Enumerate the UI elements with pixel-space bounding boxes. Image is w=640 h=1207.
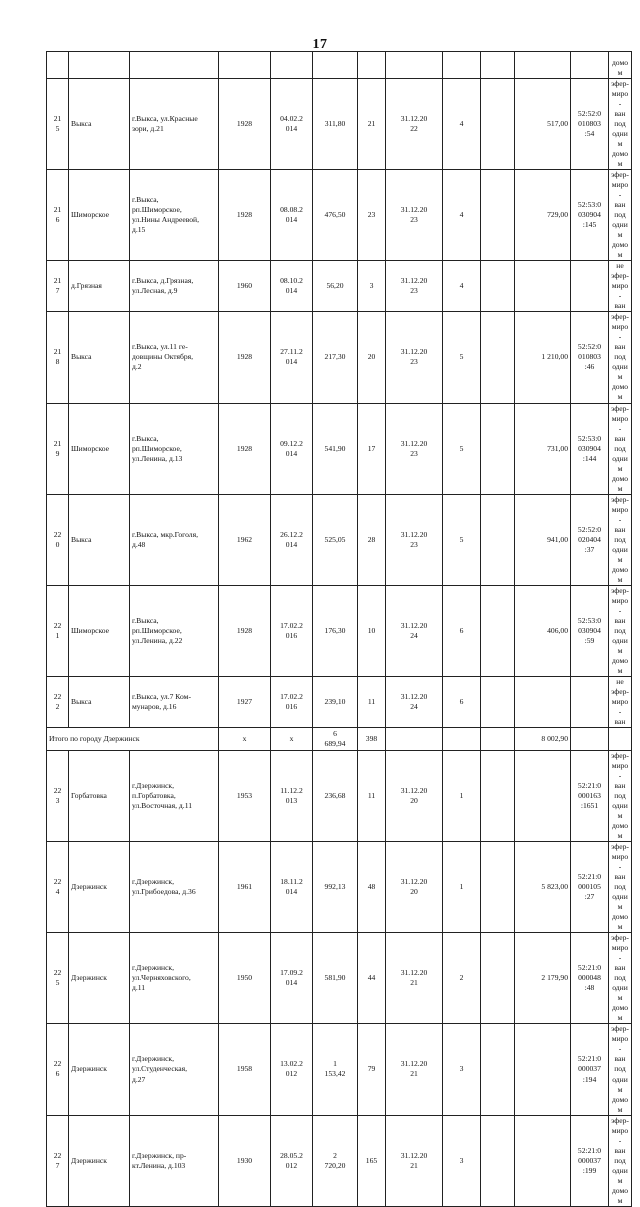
total-residents-cell: 398 — [358, 728, 386, 751]
table-row — [47, 170, 632, 261]
address-cell: г.Выкса, д.Грязная, ул.Лесная, д.9 — [130, 261, 219, 312]
resettlement-deadline-cell: 31.12.20 21 — [386, 933, 443, 1024]
cost-cell — [515, 751, 571, 842]
status-cell: эфер- миро- ван под одним домом — [609, 79, 632, 170]
row-number-cell: 22 3 — [47, 751, 69, 842]
residents-cell: 165 — [358, 1115, 386, 1206]
area-cell: 541,90 — [313, 403, 358, 494]
address-cell: г.Выкса, рп.Шиморское, ул.Ленина, д.13 — [130, 403, 219, 494]
table-row — [47, 403, 632, 494]
build-year-cell: 1950 — [219, 933, 271, 1024]
settlement-cell: Шиморское — [69, 170, 130, 261]
residents-cell: 28 — [358, 494, 386, 585]
cost-cell: 517,00 — [515, 79, 571, 170]
cost-cell: 731,00 — [515, 403, 571, 494]
total-date-cell: х — [271, 728, 313, 751]
row-number-cell: 22 6 — [47, 1024, 69, 1115]
cadastral-number-cell: 52:52:0 010803 :46 — [571, 312, 609, 403]
build-year-cell: 1960 — [219, 261, 271, 312]
total-empty-cell — [443, 728, 481, 751]
residents-cell: 10 — [358, 585, 386, 676]
cost-cell: 2 179,90 — [515, 933, 571, 1024]
emergency-date-cell: 09.12.2 014 — [271, 403, 313, 494]
status-cell: эфер- миро- ван под одним домом — [609, 494, 632, 585]
residents-cell: 21 — [358, 79, 386, 170]
total-empty-cell — [609, 728, 632, 751]
cost-cell: 5 823,00 — [515, 842, 571, 933]
resettlement-deadline-cell: 31.12.20 23 — [386, 170, 443, 261]
address-cell: г.Выкса, ул.11 ге- довщины Октября, д.2 — [130, 312, 219, 403]
table-row — [47, 751, 632, 842]
emergency-date-cell: 11.12.2 013 — [271, 751, 313, 842]
residents-cell: 44 — [358, 933, 386, 1024]
cadastral-number-cell: 52:21:0 000105 :27 — [571, 842, 609, 933]
build-year-cell: 1928 — [219, 312, 271, 403]
status-cell: эфер- миро- ван под одним домом — [609, 842, 632, 933]
settlement-cell: Выкса — [69, 676, 130, 727]
address-cell: г.Дзержинск, ул.Черняховского, д.11 — [130, 933, 219, 1024]
emergency-date-cell: 18.11.2 014 — [271, 842, 313, 933]
status-cell: эфер- миро- ван под одним домом — [609, 312, 632, 403]
settlement-cell: Дзержинск — [69, 842, 130, 933]
settlement-cell: Дзержинск — [69, 933, 130, 1024]
build-year-cell: 1961 — [219, 842, 271, 933]
status-cell: не эфер- миро- ван — [609, 261, 632, 312]
stage-cell: 5 — [443, 494, 481, 585]
table-row — [47, 842, 632, 933]
area-cell: 311,80 — [313, 79, 358, 170]
status-cell: домом — [609, 52, 632, 79]
total-empty-cell — [386, 728, 443, 751]
total-area-cell: 6 689,94 — [313, 728, 358, 751]
address-cell: г.Дзержинск, ул.Грибоедова, д.36 — [130, 842, 219, 933]
cost-cell: 406,00 — [515, 585, 571, 676]
resettlement-deadline-cell: 31.12.20 22 — [386, 79, 443, 170]
empty-cell — [481, 751, 515, 842]
empty-cell — [481, 676, 515, 727]
status-cell: эфер- миро- ван под одним домом — [609, 585, 632, 676]
table-row — [47, 676, 632, 727]
stage-cell: 5 — [443, 403, 481, 494]
cadastral-number-cell: 52:52:0 020404 :37 — [571, 494, 609, 585]
stage-cell: 3 — [443, 1115, 481, 1206]
settlement-cell: Дзержинск — [69, 1024, 130, 1115]
resettlement-deadline-cell: 31.12.20 23 — [386, 403, 443, 494]
settlement-cell: д.Грязная — [69, 261, 130, 312]
settlement-cell: Шиморское — [69, 403, 130, 494]
resettlement-deadline-cell: 31.12.20 23 — [386, 261, 443, 312]
empty-cell — [481, 170, 515, 261]
settlement-cell: Выкса — [69, 312, 130, 403]
emergency-date-cell: 28.05.2 012 — [271, 1115, 313, 1206]
cadastral-number-cell — [571, 676, 609, 727]
area-cell: 239,10 — [313, 676, 358, 727]
table-row — [47, 933, 632, 1024]
stage-cell: 3 — [443, 1024, 481, 1115]
cadastral-number-cell: 52:53:0 030904 :144 — [571, 403, 609, 494]
emergency-date-cell: 17.02.2 016 — [271, 676, 313, 727]
address-cell: г.Выкса, рп.Шиморское, ул.Ленина, д.22 — [130, 585, 219, 676]
cadastral-number-cell — [571, 261, 609, 312]
address-cell: г.Выкса, рп.Шиморское, ул.Нины Андреевой, д.15 — [130, 170, 219, 261]
row-number-cell: 21 8 — [47, 312, 69, 403]
build-year-cell: 1953 — [219, 751, 271, 842]
address-cell: г.Дзержинск, пр- кт.Ленина, д.103 — [130, 1115, 219, 1206]
resettlement-deadline-cell: 31.12.20 21 — [386, 1024, 443, 1115]
row-number-cell: 21 9 — [47, 403, 69, 494]
stage-cell: 5 — [443, 312, 481, 403]
cadastral-number-cell: 52:52:0 010803 :54 — [571, 79, 609, 170]
settlement-cell: Выкса — [69, 494, 130, 585]
status-cell: не эфер- миро- ван — [609, 676, 632, 727]
empty-cell — [481, 79, 515, 170]
area-cell: 176,30 — [313, 585, 358, 676]
table-row — [47, 494, 632, 585]
resettlement-deadline-cell: 31.12.20 20 — [386, 842, 443, 933]
stage-cell: 6 — [443, 585, 481, 676]
row-number-cell: 22 7 — [47, 1115, 69, 1206]
total-year-cell: х — [219, 728, 271, 751]
cost-cell: 941,00 — [515, 494, 571, 585]
emergency-date-cell: 26.12.2 014 — [271, 494, 313, 585]
stage-cell: 6 — [443, 676, 481, 727]
settlement-cell: Шиморское — [69, 585, 130, 676]
resettlement-deadline-cell: 31.12.20 21 — [386, 1115, 443, 1206]
residents-cell: 48 — [358, 842, 386, 933]
empty-cell — [481, 585, 515, 676]
area-cell: 2 720,20 — [313, 1115, 358, 1206]
settlement-cell: Выкса — [69, 79, 130, 170]
table-row — [47, 261, 632, 312]
residents-cell: 11 — [358, 751, 386, 842]
table-row — [47, 312, 632, 403]
residents-cell: 23 — [358, 170, 386, 261]
resettlement-deadline-cell: 31.12.20 23 — [386, 494, 443, 585]
emergency-date-cell: 08.08.2 014 — [271, 170, 313, 261]
area-cell: 525,05 — [313, 494, 358, 585]
stage-cell: 4 — [443, 261, 481, 312]
resettlement-deadline-cell: 31.12.20 23 — [386, 312, 443, 403]
empty-cell — [481, 1024, 515, 1115]
address-cell: г.Выкса, ул.Красные зори, д.21 — [130, 79, 219, 170]
row-number-cell: 22 2 — [47, 676, 69, 727]
cost-cell — [515, 676, 571, 727]
total-empty-cell — [481, 728, 515, 751]
area-cell: 581,90 — [313, 933, 358, 1024]
empty-cell — [481, 403, 515, 494]
cost-cell: 729,00 — [515, 170, 571, 261]
row-number-cell: 22 0 — [47, 494, 69, 585]
total-empty-cell — [571, 728, 609, 751]
residents-cell: 20 — [358, 312, 386, 403]
row-number-cell: 22 5 — [47, 933, 69, 1024]
cadastral-number-cell: 52:21:0 000037 :194 — [571, 1024, 609, 1115]
area-cell: 236,68 — [313, 751, 358, 842]
resettlement-deadline-cell: 31.12.20 24 — [386, 585, 443, 676]
status-cell: эфер- миро- ван под одним домом — [609, 1024, 632, 1115]
status-cell: эфер- миро- ван под одним домом — [609, 751, 632, 842]
build-year-cell: 1930 — [219, 1115, 271, 1206]
empty-cell — [481, 1115, 515, 1206]
table-row — [47, 585, 632, 676]
area-cell: 217,30 — [313, 312, 358, 403]
cost-cell — [515, 1115, 571, 1206]
residents-cell: 11 — [358, 676, 386, 727]
emergency-date-cell: 08.10.2 014 — [271, 261, 313, 312]
cadastral-number-cell: 52:21:0 000163 :1651 — [571, 751, 609, 842]
table-row — [47, 79, 632, 170]
stage-cell: 2 — [443, 933, 481, 1024]
stage-cell: 4 — [443, 79, 481, 170]
cost-cell — [515, 1024, 571, 1115]
row-number-cell: 22 1 — [47, 585, 69, 676]
row-number-cell: 22 4 — [47, 842, 69, 933]
cadastral-number-cell: 52:53:0 030904 :145 — [571, 170, 609, 261]
housing-registry-table — [46, 51, 632, 1207]
empty-cell — [481, 261, 515, 312]
cost-cell: 1 210,00 — [515, 312, 571, 403]
cadastral-number-cell: 52:53:0 030904 :59 — [571, 585, 609, 676]
residents-cell: 79 — [358, 1024, 386, 1115]
residents-cell: 3 — [358, 261, 386, 312]
emergency-date-cell: 17.09.2 014 — [271, 933, 313, 1024]
status-cell: эфер- миро- ван под одним домом — [609, 170, 632, 261]
area-cell: 1 153,42 — [313, 1024, 358, 1115]
build-year-cell: 1928 — [219, 585, 271, 676]
address-cell: г.Дзержинск, ул.Студенческая, д.27 — [130, 1024, 219, 1115]
total-label: Итого по городу Дзержинск — [47, 728, 219, 751]
row-number-cell: 21 7 — [47, 261, 69, 312]
address-cell: г.Дзержинск, п.Горбатовка, ул.Восточная, д.11 — [130, 751, 219, 842]
status-cell: эфер- миро- ван под одним домом — [609, 1115, 632, 1206]
residents-cell: 17 — [358, 403, 386, 494]
emergency-date-cell: 13.02.2 012 — [271, 1024, 313, 1115]
build-year-cell: 1958 — [219, 1024, 271, 1115]
cost-cell — [515, 261, 571, 312]
emergency-date-cell: 04.02.2 014 — [271, 79, 313, 170]
status-cell: эфер- миро- ван под одним домом — [609, 403, 632, 494]
stage-cell: 4 — [443, 170, 481, 261]
cadastral-number-cell: 52:21:0 000048 :48 — [571, 933, 609, 1024]
build-year-cell: 1928 — [219, 79, 271, 170]
area-cell: 56,20 — [313, 261, 358, 312]
status-cell: эфер- миро- ван под одним домом — [609, 933, 632, 1024]
settlement-cell: Горбатовка — [69, 751, 130, 842]
total-row — [47, 728, 632, 751]
registry-body — [47, 52, 632, 1207]
build-year-cell: 1928 — [219, 403, 271, 494]
row-number-cell: 21 5 — [47, 79, 69, 170]
stage-cell: 1 — [443, 751, 481, 842]
page-number: 17 — [312, 37, 328, 52]
row-number-cell: 21 6 — [47, 170, 69, 261]
build-year-cell: 1962 — [219, 494, 271, 585]
table-row — [47, 52, 632, 79]
settlement-cell: Дзержинск — [69, 1115, 130, 1206]
address-cell: г.Выкса, ул.7 Ком- мунаров, д.16 — [130, 676, 219, 727]
build-year-cell: 1928 — [219, 170, 271, 261]
empty-cell — [481, 312, 515, 403]
table-row — [47, 1115, 632, 1206]
emergency-date-cell: 17.02.2 016 — [271, 585, 313, 676]
build-year-cell: 1927 — [219, 676, 271, 727]
empty-cell — [481, 933, 515, 1024]
empty-cell — [481, 842, 515, 933]
area-cell: 992,13 — [313, 842, 358, 933]
cadastral-number-cell: 52:21:0 000037 :199 — [571, 1115, 609, 1206]
resettlement-deadline-cell: 31.12.20 20 — [386, 751, 443, 842]
emergency-date-cell: 27.11.2 014 — [271, 312, 313, 403]
resettlement-deadline-cell: 31.12.20 24 — [386, 676, 443, 727]
stage-cell: 1 — [443, 842, 481, 933]
area-cell: 476,50 — [313, 170, 358, 261]
table-row — [47, 1024, 632, 1115]
total-cost-cell: 8 002,90 — [515, 728, 571, 751]
address-cell: г.Выкса, мкр.Гоголя, д.48 — [130, 494, 219, 585]
empty-cell — [481, 494, 515, 585]
